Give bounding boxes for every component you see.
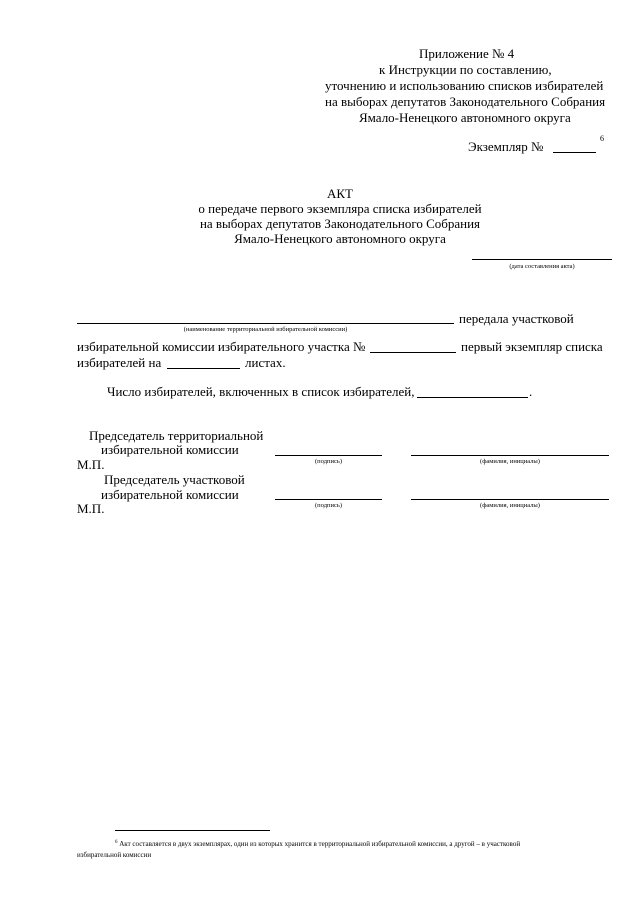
header-line: на выборах депутатов Законодательного Собрания — [325, 94, 606, 109]
body-text: избирательной комиссии избирательного участка № — [77, 339, 366, 354]
commission-caption: (наименование территориальной избирательной комиссии) — [183, 326, 348, 333]
voter-count-text: Число избирателей, включенных в список избирателей, — [107, 384, 415, 399]
footnote-text-continued: избирательной комиссии — [77, 851, 152, 859]
footnote — [115, 839, 520, 851]
title-line: о передаче первого экземпляра списка избирателей — [198, 201, 482, 216]
name-field[interactable] — [411, 455, 609, 456]
body-text: избирателей на — [77, 355, 162, 370]
name-caption: (фамилия, инициалы) — [480, 502, 540, 509]
signatory-role: избирательной комиссии — [101, 487, 239, 502]
body-text: первый экземпляр списка — [461, 339, 603, 354]
stamp-label: М.П. — [77, 501, 105, 516]
name-field[interactable] — [411, 499, 609, 500]
stamp-label: М.П. — [77, 457, 105, 472]
header-line: уточнению и использованию списков избирателей — [325, 78, 604, 93]
signature-caption: (подпись) — [315, 458, 342, 465]
date-field[interactable] — [472, 259, 612, 260]
sheets-count-field[interactable] — [167, 368, 240, 369]
voter-count-field[interactable] — [417, 397, 528, 398]
header-line: Ямало-Ненецкого автономного округа — [359, 110, 571, 125]
header-line: Приложение № 4 — [419, 46, 515, 61]
precinct-number-field[interactable] — [370, 352, 456, 353]
date-caption: (дата составления акта) — [509, 263, 575, 270]
commission-name-field[interactable] — [77, 323, 454, 324]
footnote-separator — [115, 830, 270, 831]
body-text: листах. — [245, 355, 286, 370]
signature-caption: (подпись) — [315, 502, 342, 509]
signatory-role: избирательной комиссии — [101, 442, 239, 457]
voter-count-end: . — [529, 384, 533, 399]
title-line: на выборах депутатов Законодательного Собрания — [199, 216, 481, 231]
signatory-role: Председатель территориальной — [89, 428, 264, 443]
footnote-mark: 6 — [115, 840, 118, 845]
signature-field[interactable] — [275, 499, 382, 500]
title-line: АКТ — [327, 186, 353, 201]
name-caption: (фамилия, инициалы) — [480, 458, 540, 465]
body-text: передала участковой — [459, 311, 574, 326]
copy-number-field[interactable] — [553, 152, 596, 153]
signature-field[interactable] — [275, 455, 382, 456]
footnote-mark: 6 — [600, 134, 604, 143]
copy-number-label: Экземпляр № — [468, 139, 544, 154]
footnote-text: Акт составляется в двух экземплярах, один из которых хранится в территориальной избирательной комиссии, а другой – в участковой — [119, 840, 521, 848]
header-line: к Инструкции по составлению, — [379, 62, 552, 77]
title-line: Ямало-Ненецкого автономного округа — [234, 231, 446, 246]
signatory-role: Председатель участковой — [104, 472, 245, 487]
